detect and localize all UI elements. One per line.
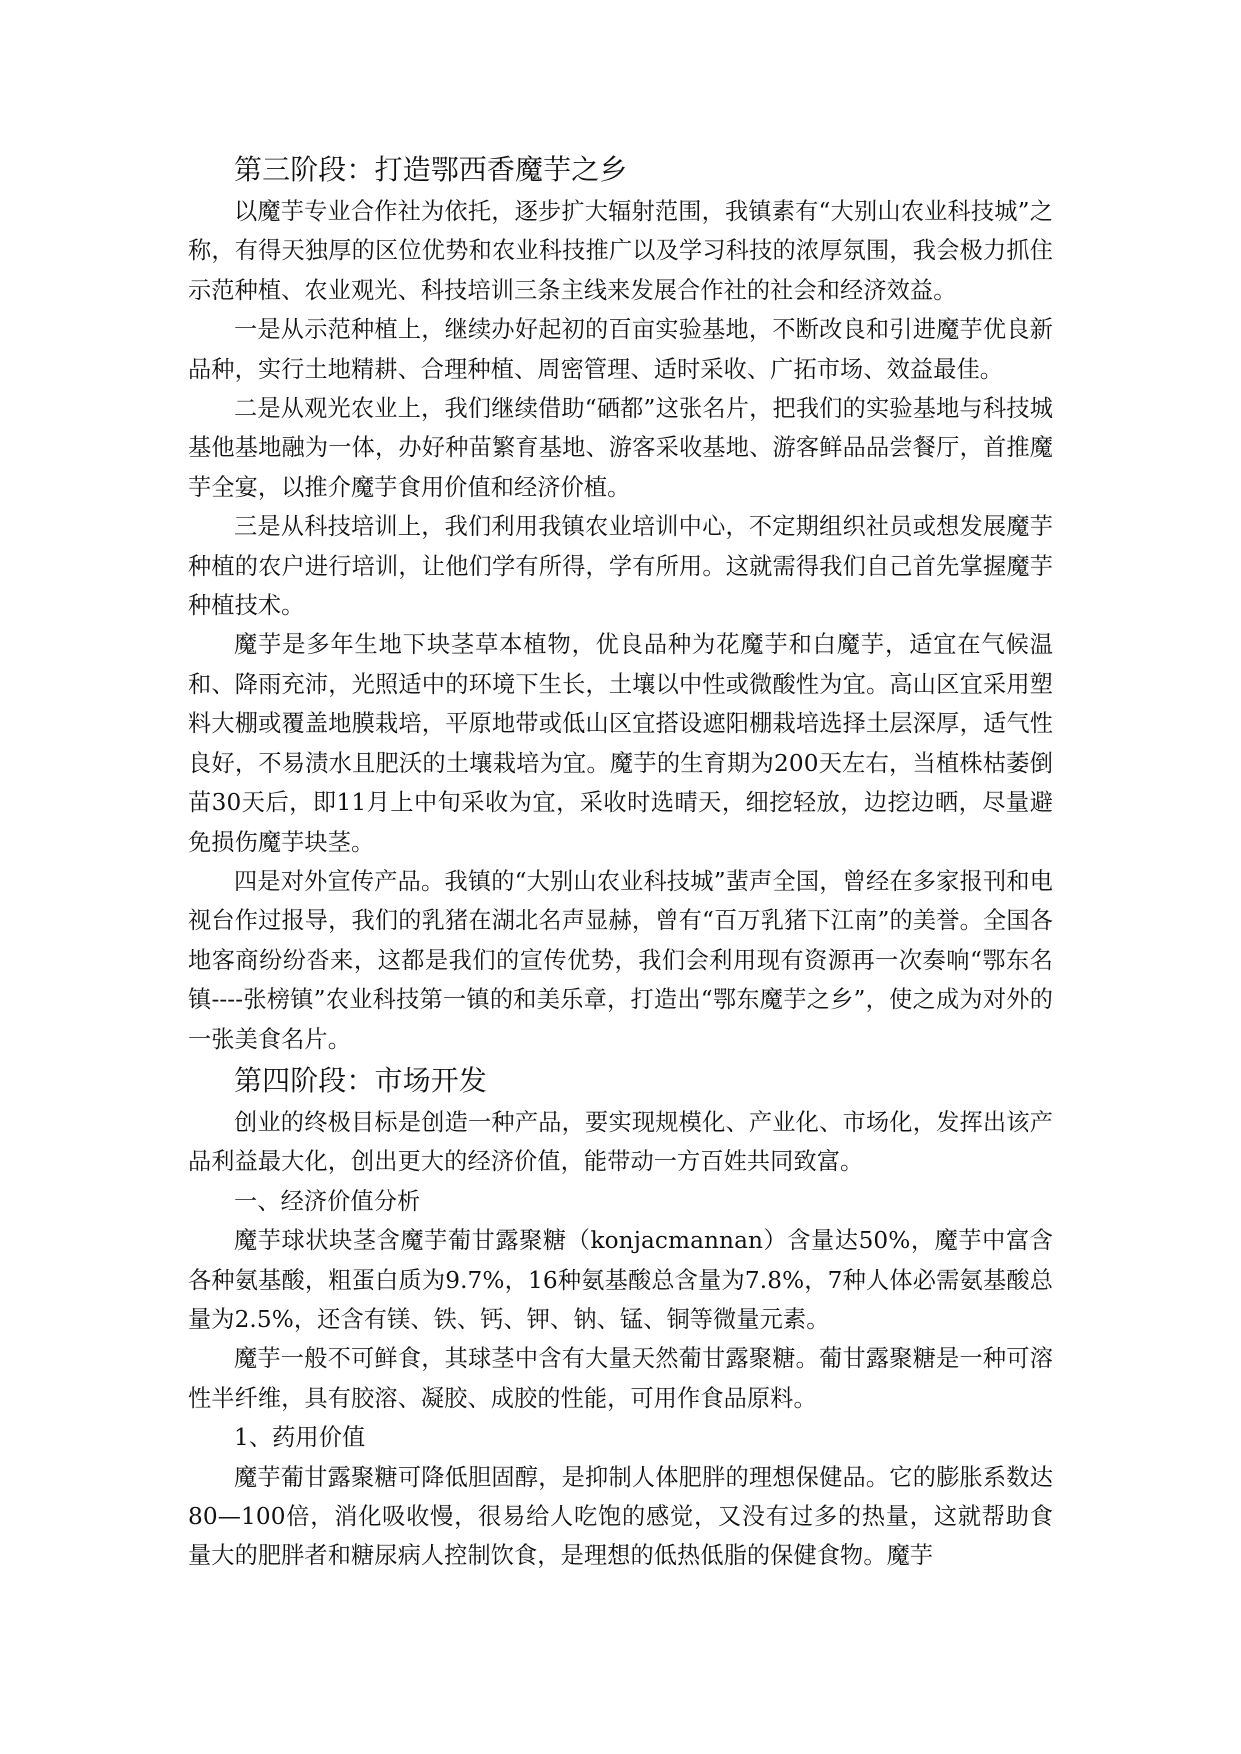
document-page <box>188 148 1053 1576</box>
section4-heading: 第四阶段：市场开发 <box>234 1063 487 1097</box>
section3-paragraph-1: 以魔芋专业合作社为依托，逐步扩大辐射范围，我镇素有“大别山农业科技城”之称，有得天独厚的区位优势和农业科技推广以及学习科技的浓厚氛围，我会极力抓住示范种植、农业观光、科技培训三条主线来发展合作社的社会和经济效益。 <box>188 198 1053 304</box>
section3-paragraph-2: 一是从示范种植上，继续办好起初的百亩实验基地，不断改良和引进魔芋优良新品种，实行土地精耕、合理种植、周密管理、适时采收、广拓市场、效益最佳。 <box>188 316 1053 383</box>
section3-paragraph-3: 二是从观光农业上，我们继续借助“硒都”这张名片，把我们的实验基地与科技城基他基地融为一体，办好种苗繁育基地、游客采收基地、游客鲜品品尝餐厅，首推魔芋全宴，以推介魔芋食用价值和经济价植。 <box>188 395 1053 501</box>
section3-heading: 第三阶段：打造鄂西香魔芋之乡 <box>234 153 628 186</box>
section3-paragraph-4: 三是从科技培训上，我们利用我镇农业培训中心，不定期组织社员或想发展魔芋种植的农户进行培训，让他们学有所得，学有所用。这就需得我们自己首先掌握魔芋种植技术。 <box>188 513 1053 620</box>
section4-subheading-medicinal-value: 1、药用价值 <box>234 1424 366 1452</box>
section3-paragraph-6: 四是对外宣传产品。我镇的“大别山农业科技城”蜚声全国，曾经在多家报刊和电视台作过报导，我们的乳猪在湖北名声显赫，曾有“百万乳猪下江南”的美誉。全国各地客商纷纷沓来，这都是我们的宣传优势，我们会利用现有资源再一次奏响“鄂东名镇----张榜镇”农业科技第一镇的和美乐章，打造出“鄂东魔芋之乡”，使之成为对外的一张美食名片。 <box>188 867 1053 1053</box>
section4-paragraph-2: 魔芋球状块茎含魔芋葡甘露聚糖（konjacmannan）含量达50%，魔芋中富含各种氨基酸，粗蛋白质为9.7%，16种氨基酸总含量为7.8%，7种人体必需氨基酸总量为2.5%，还含有镁、铁、钙、钾、钠、锰、铜等微量元素。 <box>188 1227 1053 1333</box>
section4-paragraph-1: 创业的终极目标是创造一种产品，要实现规模化、产业化、市场化，发挥出该产品利益最大化，创出更大的经济价值，能带动一方百姓共同致富。 <box>188 1108 1053 1176</box>
section4-paragraph-4: 魔芋葡甘露聚糖可降低胆固醇，是抑制人体肥胖的理想保健品。它的膨胀系数达80—100倍，消化吸收慢，很易给人吃饱的感觉，又没有过多的热量，这就帮助食量大的肥胖者和糖尿病人控制饮食，是理想的低热低脂的保健食物。魔芋 <box>188 1463 1053 1570</box>
section3-paragraph-5: 魔芋是多年生地下块茎草本植物，优良品种为花魔芋和白魔芋，适宜在气候温和、降雨充沛，光照适中的环境下生长，土壤以中性或微酸性为宜。高山区宜采用塑料大棚或覆盖地膜栽培，平原地带或低山区宜搭设遮阳棚栽培选择土层深厚，适气性良好，不易渍水且肥沃的土壤栽培为宜。魔芋的生育期为200天左右，当植株枯萎倒苗30天后，即11月上中旬采收为宜，采收时选晴天，细挖轻放，边挖边晒，尽量避免损伤魔芋块茎。 <box>188 631 1053 856</box>
section4-paragraph-3: 魔芋一般不可鲜食，其球茎中含有大量天然葡甘露聚糖。葡甘露聚糖是一种可溶性半纤维，具有胶溶、凝胶、成胶的性能，可用作食品原料。 <box>188 1345 1053 1412</box>
section4-subheading-economic-analysis: 一、经济价值分析 <box>234 1187 421 1215</box>
